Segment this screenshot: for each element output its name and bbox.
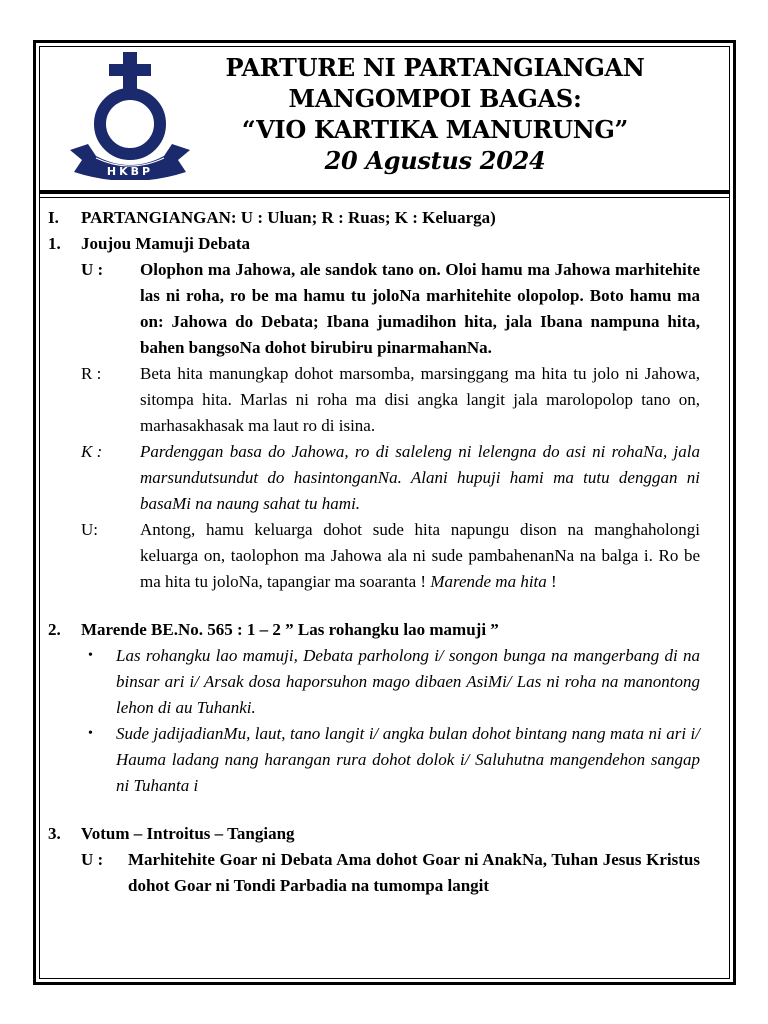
response-uluan <box>48 847 700 899</box>
item-heading <box>48 821 700 847</box>
response-ruas <box>48 361 700 439</box>
hymn-verse <box>48 643 700 721</box>
speaker-label: U : <box>81 260 104 279</box>
response-text: Marhitehite Goar ni Debata Ama dohot Goar ni AnakNa, Tuhan Jesus Kristus dohot Goar ni Tondi Parbadia na tumompa langit <box>128 850 700 895</box>
verse-text: Sude jadijadianMu, laut, tano langit i/ angka bulan dohot bintang nang mata ni ari i/ Hauma ladang nang harangan rura dohot dolok i/ Saluhutna mangendehon sangap ni Tuhanta i <box>116 724 700 795</box>
item-title: Votum – Introitus – Tangiang <box>81 824 295 843</box>
response-uluan <box>48 257 700 361</box>
speaker-label: U: <box>81 520 98 539</box>
response-text-italic: Marende ma hita <box>430 572 547 591</box>
section-number: I. <box>48 208 59 227</box>
verse-text: Las rohangku lao mamuji, Debata parholong i/ songon bunga na mangerbang di na binsar ari i/ Arsak dosa haporsuhon mago dibaen AsiMi/ Las ni roha na manontong lehon di au Tuhanki. <box>116 646 700 717</box>
title-line-3: “VIO KARTIKA MANURUNG” <box>241 115 629 144</box>
hymn-verse <box>48 721 700 799</box>
item-number: 3. <box>48 824 61 843</box>
speaker-label: R : <box>81 364 102 383</box>
header-divider-thick <box>40 190 729 194</box>
section-title: PARTANGIANGAN: U : Uluan; R : Ruas; K : Keluarga) <box>81 208 496 227</box>
title-line-1: PARTURE NI PARTANGIANGAN <box>225 53 645 82</box>
item-number: 2. <box>48 620 61 639</box>
speaker-label: U : <box>81 850 104 869</box>
item-title: Joujou Mamuji Debata <box>81 234 251 253</box>
response-text: Pardenggan basa do Jahowa, ro di saleleng ni lelengna do asi ni rohaNa, jala marsundutsundut do hasintonganNa. Alani hupuji hami ma tutu denggan ni basaMi na naung sahat tu hami. <box>140 442 700 513</box>
response-text-main: Antong, hamu keluarga dohot sude hita napungu dison na manghaholongi keluarga on, taolophon ma Jahowa ala ni sude pambahenanNa na balga i. Ro be ma hita tu joloNa, tapangiar ma soaranta ! <box>140 520 700 591</box>
item-title: Marende BE.No. 565 : 1 – 2 ” Las rohangku lao mamuji ” <box>81 620 499 639</box>
response-uluan-2 <box>48 517 700 595</box>
speaker-label: K : <box>81 442 103 461</box>
response-text: Beta hita manungkap dohot marsomba, marsinggang ma hita tu jolo ni Jahowa, sitompa hita. Marlas ni roha ma disi angka langit jala marolopolop tano on, marhasakhasak ma laut ro di isina. <box>140 364 700 435</box>
response-text: Olophon ma Jahowa, ale sandok tano on. Oloi hamu ma Jahowa marhitehite las ni roha, ro be ma hamu tu joloNa marhitehite olopolop. Boto hamu ma on: Jahowa do Debata; Ibana jumadihon hita, jala Ibana nampuna hita, bahen bangsoNa dohot birubiru pinarmahanNa. <box>140 260 700 357</box>
item-number: 1. <box>48 234 61 253</box>
title-line-2: MANGOMPOI BAGAS: <box>288 84 582 113</box>
item-heading <box>48 231 700 257</box>
document-body <box>48 205 700 899</box>
document-date: 20 Agustus 2024 <box>324 146 546 175</box>
spacer <box>48 595 700 617</box>
svg-text:HKBP: HKBP <box>106 165 154 178</box>
response-text-end: ! <box>546 572 557 591</box>
header-divider-thin <box>40 197 729 198</box>
section-heading <box>48 205 700 231</box>
response-keluarga <box>48 439 700 517</box>
bullet-icon: • <box>88 726 93 741</box>
document-title <box>150 52 720 176</box>
bullet-icon: • <box>88 648 93 663</box>
item-heading <box>48 617 700 643</box>
response-text <box>140 517 700 595</box>
spacer <box>48 799 700 821</box>
